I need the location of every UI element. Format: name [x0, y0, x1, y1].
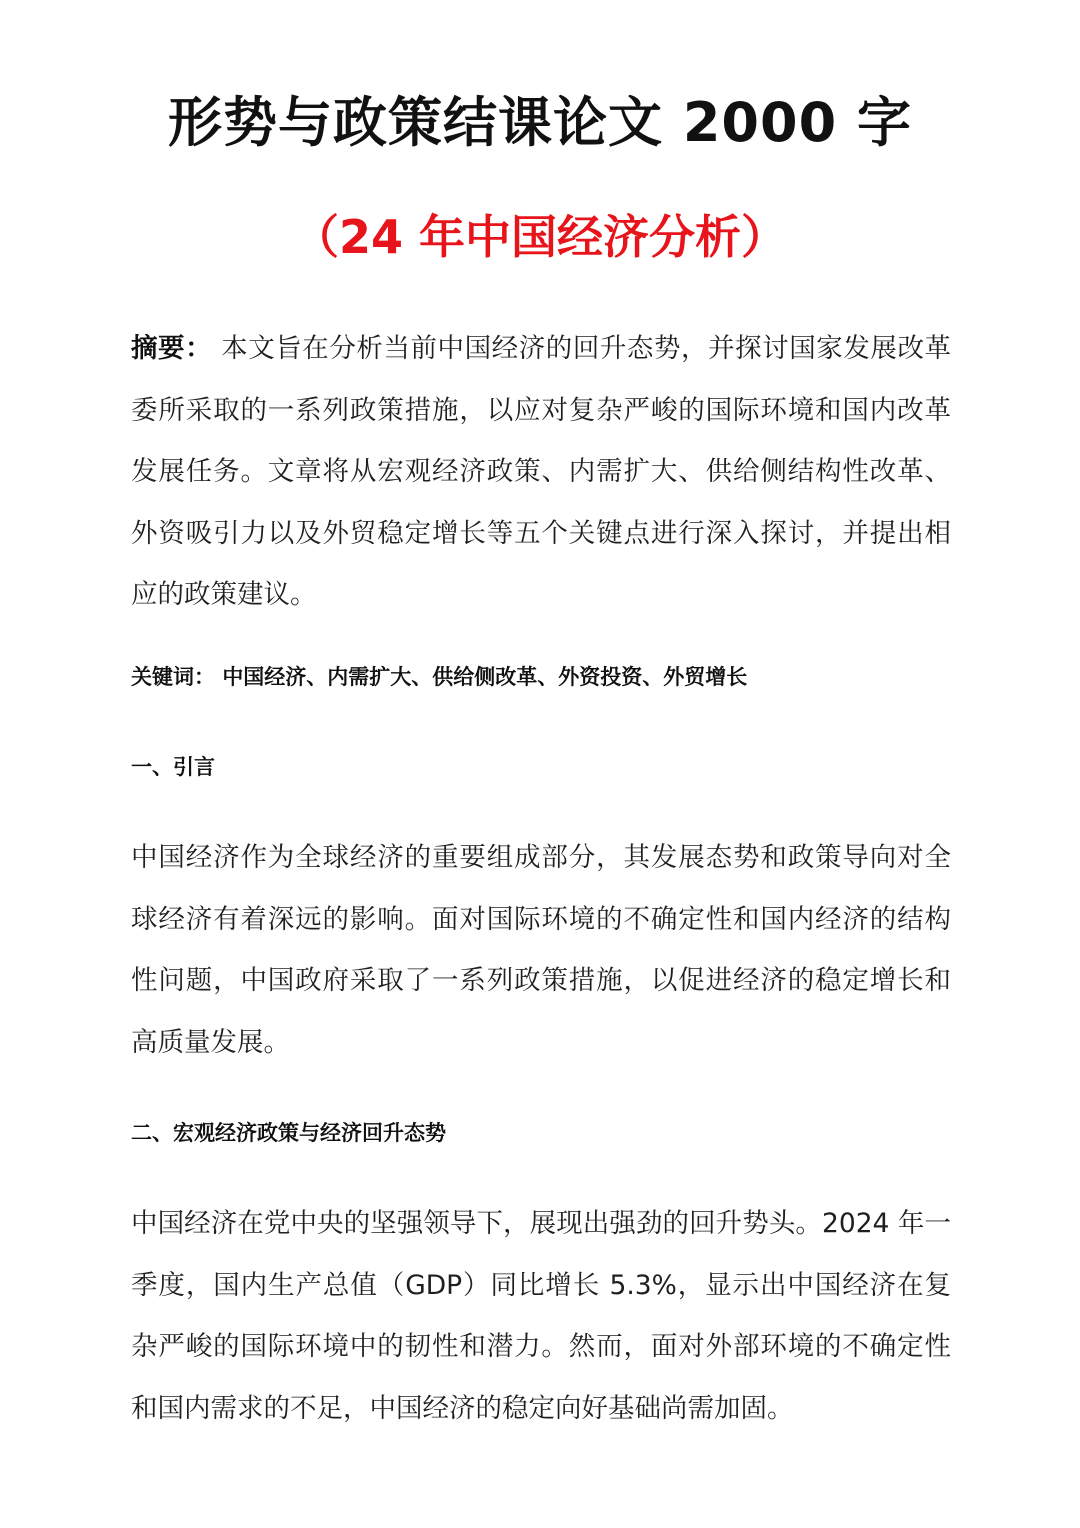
keywords-text: 中国经济、内需扩大、供给侧改革、外资投资、外贸增长	[222, 665, 748, 689]
section-body-introduction: 中国经济作为全球经济的重要组成部分，其发展态势和政策导向对全球经济有着深远的影响。面对国际环境的不确定性和国内经济的结构性问题，中国政府采取了一系列政策措施，以促进经济的稳定增长和高质量发展。	[131, 842, 951, 1058]
document-title: 形势与政策结课论文 2000 字	[168, 91, 912, 154]
abstract-text: 本文旨在分析当前中国经济的回升态势，并探讨国家发展改革委所采取的一系列政策措施，以应对复杂严峻的国际环境和国内改革发展任务。文章将从宏观经济政策、内需扩大、供给侧结构性改革、外资吸引力以及外贸稳定增长等五个关键点进行深入探讨，并提出相应的政策建议。	[131, 333, 951, 610]
abstract-label: 摘要：	[131, 333, 213, 364]
keywords-label: 关键词：	[131, 665, 215, 689]
section-heading-macro-policy: 二、宏观经济政策与经济回升态势	[131, 1121, 446, 1145]
section-heading-introduction: 一、引言	[131, 755, 215, 779]
section-body-macro-policy: 中国经济在党中央的坚强领导下，展现出强劲的回升势头。2024 年一季度，国内生产总值（GDP）同比增长 5.3%，显示出中国经济在复杂严峻的国际环境中的韧性和潜力。然而，面对外部环境的不确定性和国内需求的不足，中国经济的稳定向好基础尚需加固。	[131, 1208, 951, 1424]
document-subtitle: （24 年中国经济分析）	[292, 210, 788, 264]
abstract-paragraph	[131, 318, 951, 626]
keywords-line	[131, 661, 951, 693]
